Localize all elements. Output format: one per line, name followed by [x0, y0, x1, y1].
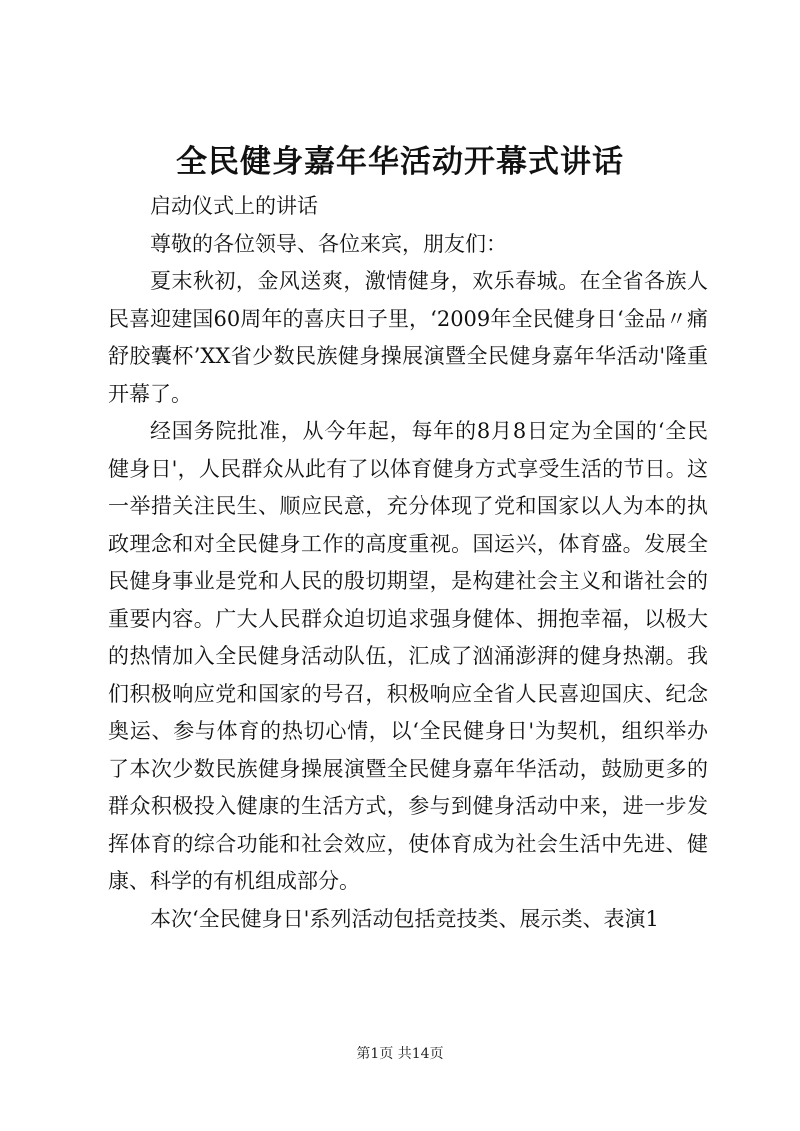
document-body	[108, 188, 708, 938]
paragraph-subtitle: 启动仪式上的讲话	[150, 194, 318, 218]
paragraph-activities: 本次‘全民健身日'系列活动包括竞技类、展示类、表演1	[150, 906, 659, 931]
paragraph-opening: 夏末秋初，金风送爽，激情健身，欢乐春城。在全省各族人民喜迎建国60周年的喜庆日子里，‘2009年全民健身日‘金品〃痛舒胶囊杯’XX省少数民族健身操展演暨全民健身嘉年华活动'隆重开幕了。	[108, 269, 708, 406]
page-footer: 第1页 共14页	[356, 1046, 444, 1062]
paragraph-greeting: 尊敬的各位领导、各位来宾，朋友们：	[150, 231, 507, 256]
page-title: 全民健身嘉年华活动开幕式讲话	[176, 144, 624, 180]
paragraph-main: 经国务院批准，从今年起，每年的8月8日定为全国的‘全民健身日'，人民群众从此有了以体育健身方式享受生活的节日。这一举措关注民生、顺应民意，充分体现了党和国家以人为本的执政理念和对全民健身工作的高度重视。国运兴，体育盛。发展全民健身事业是党和人民的殷切期望，是构建社会主义和谐社会的重要内容。广大人民群众迫切追求强身健体、拥抱幸福，以极大的热情加入全民健身活动队伍，汇成了汹涌澎湃的健身热潮。我们积极响应党和国家的号召，积极响应全省人民喜迎国庆、纪念奥运、参与体育的热切心情，以‘全民健身日'为契机，组织举办了本次少数民族健身操展演暨全民健身嘉年华活动，鼓励更多的群众积极投入健康的生活方式，参与到健身活动中来，进一步发挥体育的综合功能和社会效应，使体育成为社会生活中先进、健康、科学的有机组成部分。	[108, 419, 708, 893]
